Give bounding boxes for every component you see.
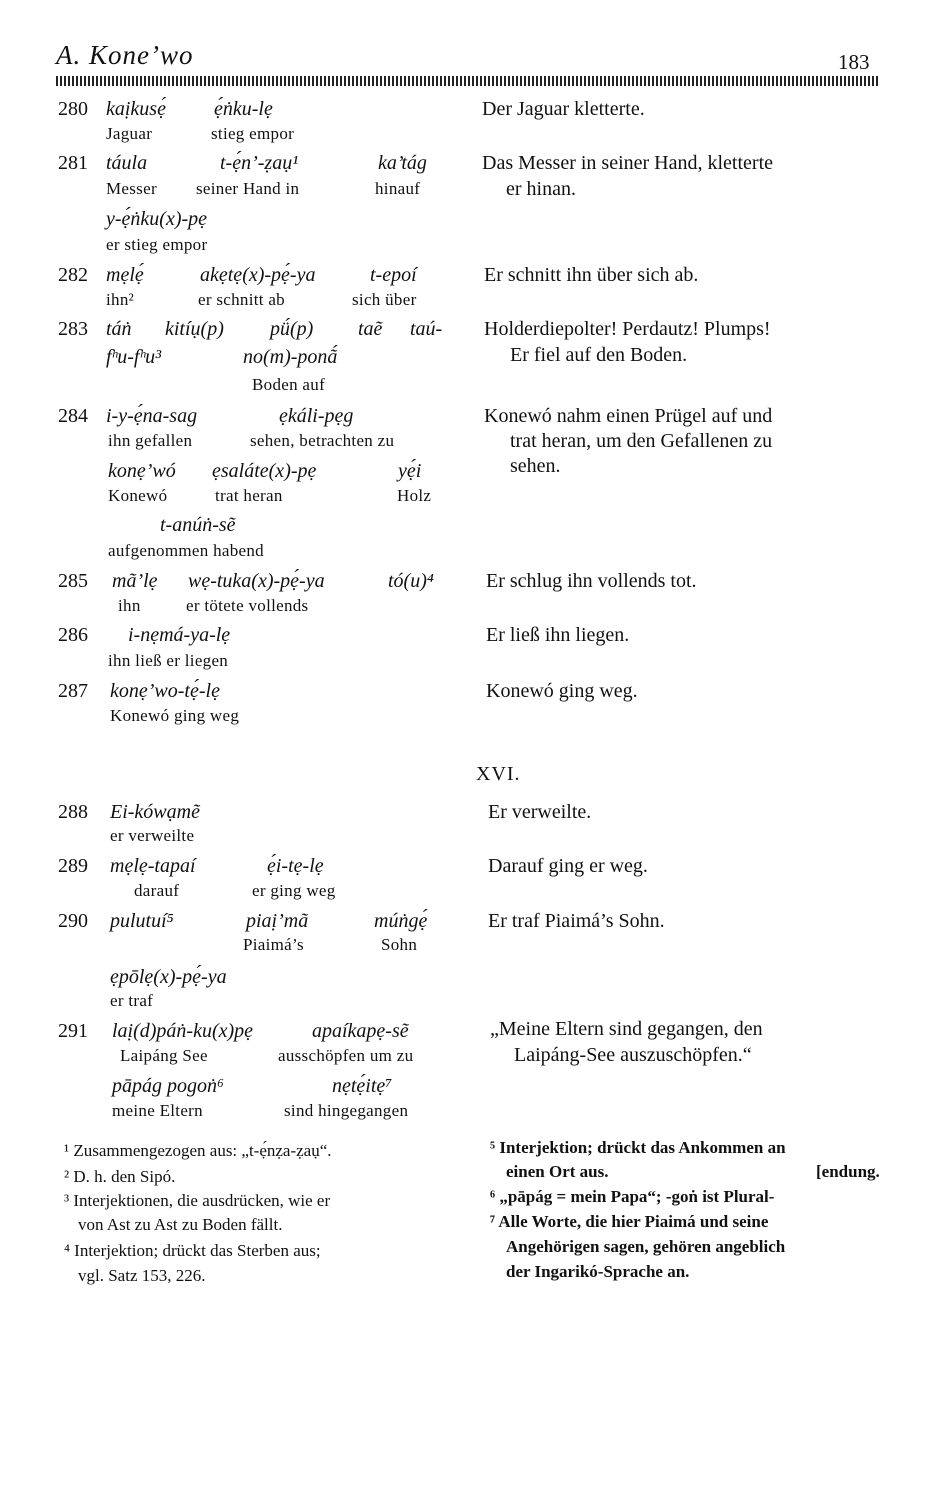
native-text: tó(u)⁴ — [388, 570, 434, 592]
sentence-number: 285 — [58, 570, 88, 592]
gloss-text: Konewó — [108, 486, 168, 505]
native-text: ẹkáli-pẹg — [279, 405, 354, 427]
native-text: akẹtẹ(x)-pẹ́-ya — [200, 264, 316, 286]
translation-text: Er fiel auf den Boden. — [510, 344, 688, 366]
footnote-right: ⁷ Alle Worte, die hier Piaimá und seine — [490, 1212, 769, 1231]
native-text: kaịkusẹ́ — [106, 98, 166, 120]
sentence-number: 283 — [58, 318, 88, 340]
footnote-left: von Ast zu Ast zu Boden fällt. — [78, 1215, 283, 1234]
gloss-text: ihn² — [106, 290, 135, 309]
translation-text: Laipáng-See auszuschöpfen.“ — [514, 1044, 752, 1066]
native-text: konẹ’wo-tẹ́-lẹ — [110, 680, 220, 702]
gloss-text: trat heran — [215, 486, 283, 505]
gloss-text: Sohn — [381, 935, 418, 954]
gloss-text: Laipáng See — [120, 1046, 208, 1065]
gloss-text: ihn gefallen — [108, 431, 193, 450]
footnote-left: vgl. Satz 153, 226. — [78, 1266, 206, 1285]
translation-text: Er schlug ihn vollends tot. — [486, 570, 697, 592]
native-text: mẹlẹ́ — [106, 264, 144, 286]
translation-text: Er verweilte. — [488, 801, 592, 823]
footnote-right: einen Ort aus. — [506, 1162, 609, 1181]
gloss-text: darauf — [134, 881, 180, 900]
gloss-text: er stieg empor — [106, 235, 208, 254]
translation-text: Er schnitt ihn über sich ab. — [484, 264, 699, 286]
native-text: t-anúṅ-sẽ — [160, 514, 236, 536]
native-text: múṅgẹ́ — [374, 910, 428, 932]
native-text: ka’tág — [378, 152, 427, 174]
gloss-text: hinauf — [375, 179, 421, 198]
native-text: ẹ́ṅku-lẹ — [214, 98, 273, 120]
translation-text: Er traf Piaimá’s Sohn. — [488, 910, 665, 932]
gloss-text: sich über — [352, 290, 417, 309]
header-rule — [56, 76, 878, 86]
native-text: no(m)-ponã́ — [243, 346, 338, 368]
native-text: yẹ́i — [398, 460, 422, 482]
translation-text: trat heran, um den Gefallenen zu — [510, 430, 773, 452]
native-text: mẹlẹ-tapaí — [110, 855, 196, 877]
gloss-text: Piaimá’s — [243, 935, 304, 954]
gloss-text: Holz — [397, 486, 432, 505]
footnote-left: ³ Interjektionen, die ausdrücken, wie er — [64, 1191, 331, 1210]
translation-text: „Meine Eltern sind gegangen, den — [490, 1018, 763, 1040]
gloss-text: Konewó ging weg — [110, 706, 240, 725]
native-text: táṅ — [106, 318, 132, 340]
footnote-left: ⁴ Interjektion; drückt das Sterben aus; — [64, 1241, 321, 1260]
translation-text: er hinan. — [506, 178, 576, 200]
native-text: i-nẹmá-ya-lẹ — [128, 624, 231, 646]
sentence-number: 280 — [58, 98, 88, 120]
footnote-left: ² D. h. den Sipó. — [64, 1167, 176, 1186]
native-text: ẹ́i-tẹ-lẹ — [267, 855, 324, 877]
footnote-right: ⁶ „pāpág = mein Papa“; -goṅ ist Plural- — [490, 1187, 775, 1206]
translation-text: sehen. — [510, 455, 561, 477]
gloss-text: Jaguar — [106, 124, 153, 143]
gloss-text: er schnitt ab — [198, 290, 285, 309]
gloss-text: stieg empor — [211, 124, 295, 143]
native-text: ẹsaláte(x)-pẹ — [212, 460, 317, 482]
native-text: Ei-kówạmẽ — [110, 801, 200, 823]
footnote-right: [endung. — [816, 1162, 880, 1181]
gloss-text: ihn — [118, 596, 141, 615]
native-text: laị(d)páṅ-ku(x)pẹ — [112, 1020, 254, 1042]
gloss-text: meine Eltern — [112, 1101, 203, 1120]
footnote-right: ⁵ Interjektion; drückt das Ankommen an — [490, 1138, 786, 1157]
sentence-number: 286 — [58, 624, 88, 646]
sentence-number: 281 — [58, 152, 88, 174]
native-text: pulutuí⁵ — [110, 910, 174, 932]
gloss-text: er verweilte — [110, 826, 195, 845]
gloss-text: er traf — [110, 991, 154, 1010]
native-text: t-ẹ́n’-ẓaụ¹ — [220, 152, 299, 174]
gloss-text: sind hingegangen — [284, 1101, 409, 1120]
sentence-number: 289 — [58, 855, 88, 877]
translation-text: Darauf ging er weg. — [488, 855, 648, 877]
gloss-text: ihn ließ er liegen — [108, 651, 229, 670]
gloss-text: seiner Hand in — [196, 179, 300, 198]
section-heading: XVI. — [476, 763, 521, 785]
translation-text: Konewó ging weg. — [486, 680, 638, 702]
translation-text: Er ließ ihn liegen. — [486, 624, 630, 646]
running-header-title: A. Kone’wo — [56, 40, 194, 70]
native-text: t-epoí — [370, 264, 417, 286]
native-text: ẹpōlẹ(x)-pẹ́-ya — [110, 966, 227, 988]
gloss-text: Messer — [106, 179, 157, 198]
native-text: kitíụ(p) — [165, 318, 224, 340]
native-text: pāpág pogoṅ⁶ — [112, 1075, 224, 1097]
native-text: mã’lẹ — [112, 570, 158, 592]
native-text: y-ẹ́ṅku(x)-pẹ — [106, 208, 208, 230]
translation-text: Holderdiepolter! Perdautz! Plumps! — [484, 318, 771, 340]
sentence-number: 288 — [58, 801, 88, 823]
native-text: taẽ — [358, 318, 383, 340]
gloss-text: sehen, betrachten zu — [250, 431, 395, 450]
native-text: fʰu-fʰu³ — [106, 346, 162, 368]
native-text: wẹ-tuka(x)-pẹ́-ya — [188, 570, 325, 592]
gloss-text: ausschöpfen um zu — [278, 1046, 414, 1065]
sentence-number: 282 — [58, 264, 88, 286]
sentence-number: 290 — [58, 910, 88, 932]
sentence-number: 291 — [58, 1020, 88, 1042]
sentence-number: 284 — [58, 405, 88, 427]
translation-text: Der Jaguar kletterte. — [482, 98, 645, 120]
native-text: taú- — [410, 318, 443, 340]
translation-text: Das Messer in seiner Hand, kletterte — [482, 152, 774, 174]
sentence-number: 287 — [58, 680, 88, 702]
gloss-text: er ging weg — [252, 881, 336, 900]
footnote-right: Angehörigen sagen, gehören angeblich — [506, 1237, 786, 1256]
native-text: nẹtẹ́itẹ⁷ — [332, 1075, 393, 1097]
native-text: apaíkapẹ-sẽ — [312, 1020, 409, 1042]
gloss-text: Boden auf — [252, 375, 326, 394]
gloss-text: aufgenommen habend — [108, 541, 264, 560]
native-text: i-y-ẹ́na-sag — [106, 405, 198, 427]
native-text: pǘ(p) — [270, 318, 314, 340]
translation-text: Konewó nahm einen Prügel auf und — [484, 405, 773, 427]
footnote-right: der Ingarikó-Sprache an. — [506, 1262, 690, 1281]
native-text: piaị’mã — [246, 910, 309, 932]
page-number: 183 — [838, 50, 870, 74]
gloss-text: er tötete vollends — [186, 596, 309, 615]
native-text: konẹ’wó — [108, 460, 176, 482]
native-text: táula — [106, 152, 148, 174]
footnote-left: ¹ Zusammengezogen aus: „t-ẹ́nẓa-ẓaụ“. — [64, 1141, 332, 1160]
